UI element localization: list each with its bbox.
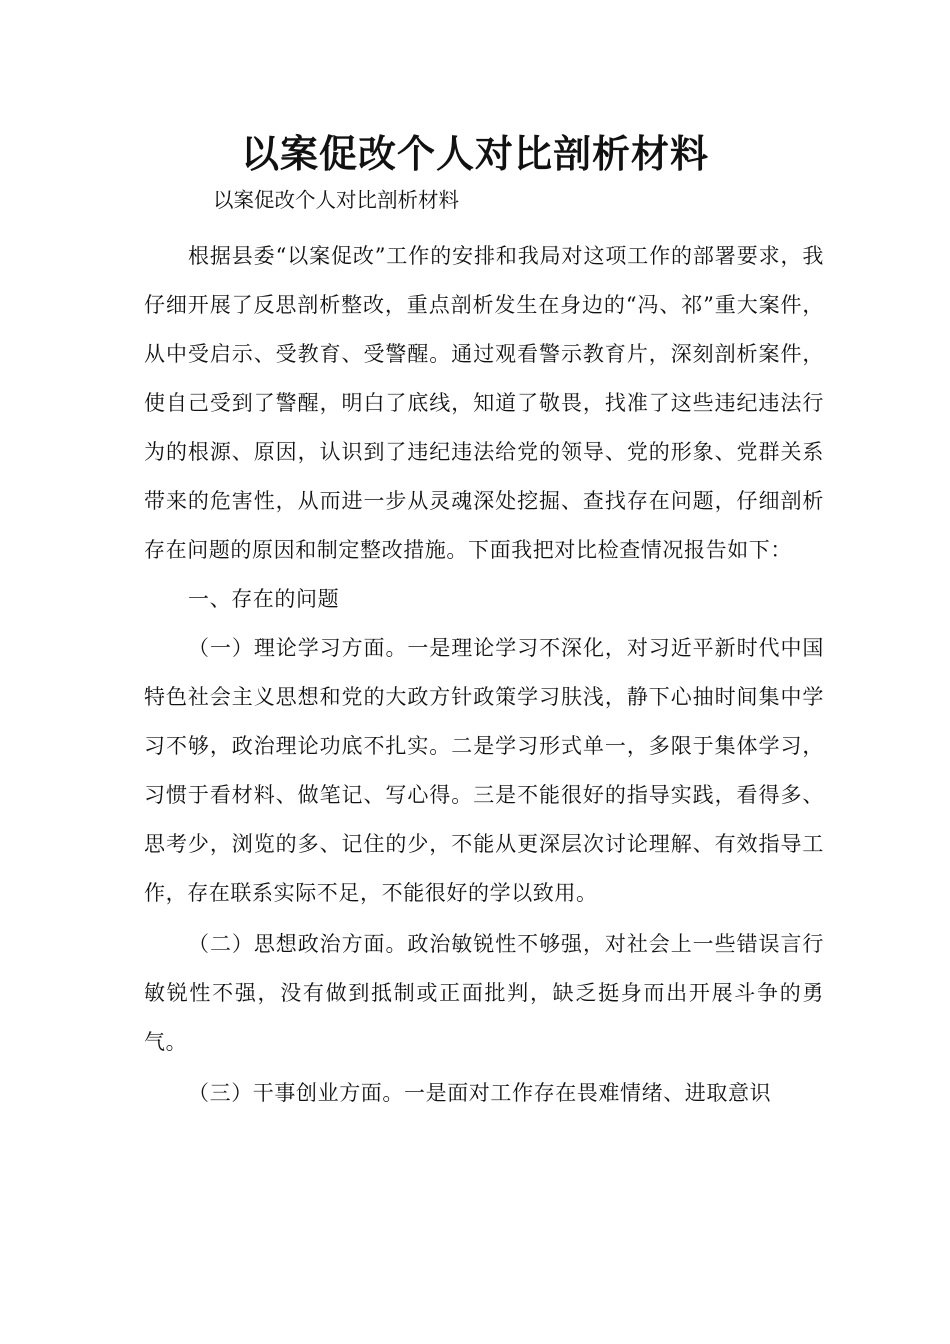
document-subtitle: 以案促改个人对比剖析材料 [213, 188, 459, 212]
paragraph-intro: 根据县委“以案促改”工作的安排和我局对这项工作的部署要求，我仔细开展了反思剖析整改，重点剖析发生在身边的“冯、祁”重大案件，从中受启示、受教育、受警醒。通过观看警示教育片，深刻剖析案件，使自己受到了警醒，明白了底线，知道了敬畏，找准了这些违纪违法行为的根源、原因，认识到了违纪违法给党的领导、党的形象、党群关系带来的危害性，从而进一步从灵魂深处挖掘、查找存在问题，仔细剖析存在问题的原因和制定整改措施。下面我把对比检查情况报告如下： [144, 244, 824, 562]
paragraph-ideology-politics: （二）思想政治方面。政治敏锐性不够强，对社会上一些错误言行敏锐性不强，没有做到抵制或正面批判，缺乏挺身而出开展斗争的勇气。 [144, 932, 824, 1054]
paragraph-theory-study: （一）理论学习方面。一是理论学习不深化，对习近平新时代中国特色社会主义思想和党的大政方针政策学习肤浅，静下心抽时间集中学习不够，政治理论功底不扎实。二是学习形式单一，多限于集体学习，习惯于看材料、做笔记、写心得。三是不能很好的指导实践，看得多、思考少，浏览的多、记住的少，不能从更深层次讨论理解、有效指导工作，存在联系实际不足，不能很好的学以致用。 [144, 636, 824, 905]
document-title: 以案促改个人对比剖析材料 [240, 131, 709, 176]
document-body [144, 232, 824, 1118]
paragraph-work-entrepreneurship: （三）干事创业方面。一是面对工作存在畏难情绪、进取意识 [188, 1081, 772, 1105]
section-heading-problems: 一、存在的问题 [188, 587, 340, 611]
